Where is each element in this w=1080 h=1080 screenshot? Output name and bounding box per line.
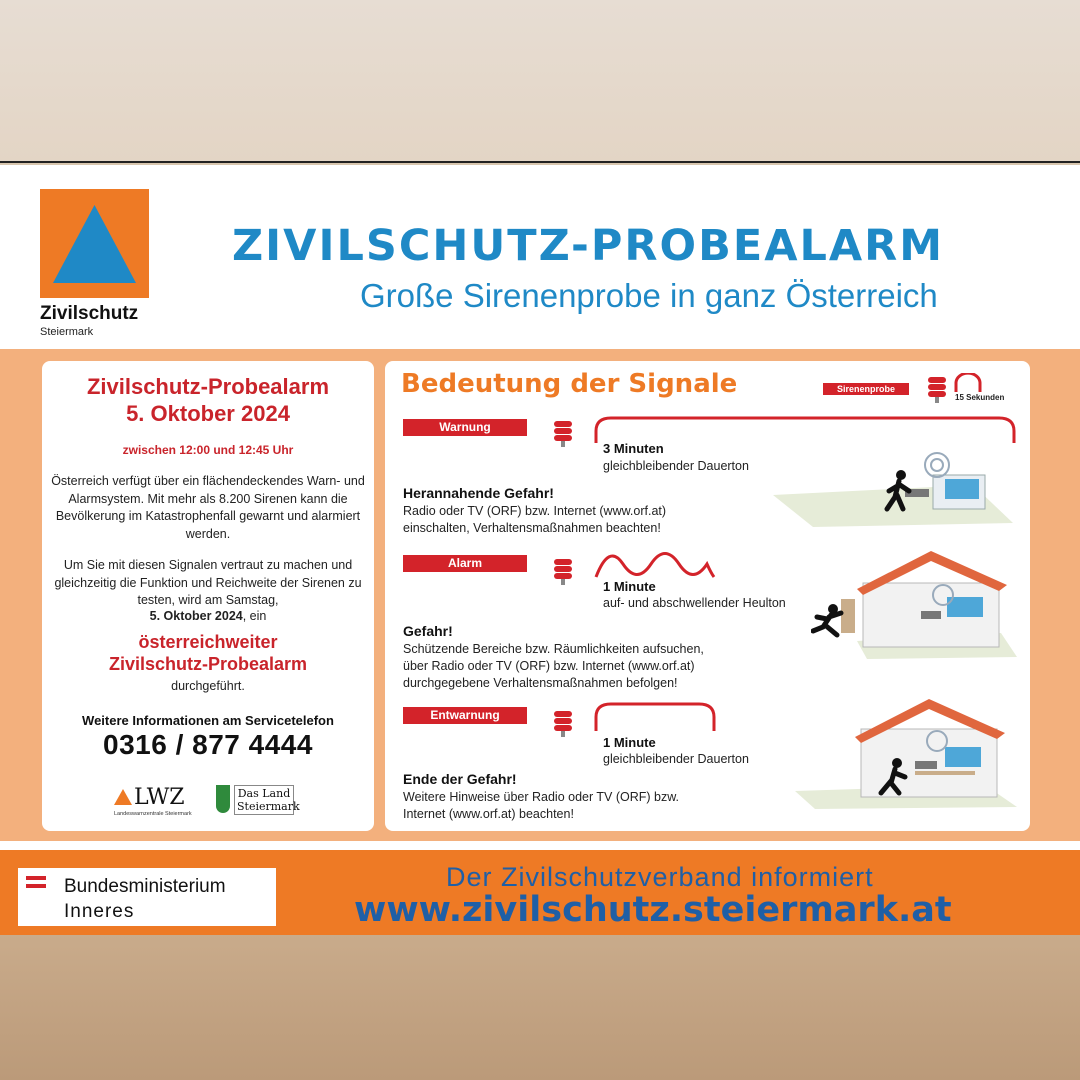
warnung-line2: einschalten, Verhaltensmaßnahmen beachten! xyxy=(403,521,661,535)
warnung-badge: Warnung xyxy=(403,419,527,436)
land-line2: Steiermark xyxy=(237,800,300,813)
alarm-date-line xyxy=(42,609,374,623)
sirenenprobe-badge: Sirenenprobe xyxy=(823,383,909,395)
land-steiermark-text xyxy=(234,785,300,815)
entwarnung-signal-icon xyxy=(593,701,717,733)
ministry-line2: Inneres xyxy=(64,901,135,922)
poster xyxy=(0,165,1080,935)
footer-inform: Der Zivilschutzverband informiert xyxy=(446,862,874,892)
ministry-logo xyxy=(18,868,276,926)
zivilschutz-logo xyxy=(40,189,149,298)
lwz-logo-text: LWZ xyxy=(134,785,185,810)
siren-icon xyxy=(925,375,949,405)
siren-icon xyxy=(551,557,575,587)
house-sheltered-person-illustration xyxy=(785,697,1019,809)
service-phone: 0316 / 877 4444 xyxy=(103,729,313,760)
highlight-line2: Zivilschutz-Probealarm xyxy=(108,654,308,674)
outdoor-person-illustration xyxy=(773,445,1015,527)
entwarnung-duration: 1 Minute xyxy=(603,735,656,750)
alarm-signal-icon xyxy=(593,547,717,581)
triangle-icon xyxy=(40,189,149,298)
warnung-tone: gleichbleibender Dauerton xyxy=(603,459,749,473)
highlight-line1: österreichweiter xyxy=(138,632,278,652)
lwz-logo-subtitle: Landeswarnzentrale Steiermark xyxy=(114,811,192,817)
alarm-time: zwischen 12:00 und 12:45 Uhr xyxy=(122,443,294,457)
warnung-duration: 3 Minuten xyxy=(603,441,664,456)
alarm-line2: über Radio oder TV (ORF) bzw. Internet (www.orf.at) xyxy=(403,659,695,673)
logo-name: Zivilschutz xyxy=(40,303,139,324)
austria-flag-icon xyxy=(26,876,46,888)
footer-url-link[interactable]: www.zivilschutz.steiermark.at xyxy=(354,890,952,930)
entwarnung-heading: Ende der Gefahr! xyxy=(403,771,517,787)
footer-bar xyxy=(0,850,1080,935)
entwarnung-line2: Internet (www.orf.at) beachten! xyxy=(403,807,574,821)
page-title: ZIVILSCHUTZ-PROBEALARM xyxy=(232,221,945,271)
siren-icon xyxy=(551,419,575,449)
info-paragraph-1: Österreich verfügt über ein flächendeckendes Warn- und Alarmsystem. Mit mehr als 8.200 Sirenen kann die Bevölkerung im Katastrophenfall gewarnt und alarmiert werden. xyxy=(51,474,365,541)
info-done: durchgeführt. xyxy=(171,679,245,693)
crest-icon xyxy=(216,785,230,813)
signals-card xyxy=(385,361,1030,831)
info-card xyxy=(42,361,374,831)
info-title-line1: Zivilschutz-Probealarm xyxy=(86,374,330,399)
siren-icon xyxy=(551,709,575,739)
signals-title: Bedeutung der Signale xyxy=(401,369,738,399)
ministry-line1: Bundesministerium xyxy=(64,876,226,897)
warnung-line1: Radio oder TV (ORF) bzw. Internet (www.orf.at) xyxy=(403,504,667,518)
info-title-line2: 5. Oktober 2024 xyxy=(126,401,290,426)
info-paragraph-2: Um Sie mit diesen Signalen vertraut zu machen und gleichzeitig die Funktion und Reichweite der Sirenen zu testen, wird am Samstag, xyxy=(54,558,362,607)
warnung-heading: Herannahende Gefahr! xyxy=(403,485,554,501)
highlight-text xyxy=(42,631,374,675)
alarm-date-suffix: , ein xyxy=(242,609,267,623)
info-card-title xyxy=(42,373,374,427)
page-subtitle: Große Sirenenprobe in ganz Österreich xyxy=(360,277,938,314)
alarm-date: 5. Oktober 2024 xyxy=(149,609,243,623)
logo-subtitle: Steiermark xyxy=(40,326,94,338)
alarm-tone: auf- und abschwellender Heulton xyxy=(603,596,786,610)
top-background-band xyxy=(0,0,1080,163)
entwarnung-tone: gleichbleibender Dauerton xyxy=(603,752,749,766)
alarm-badge: Alarm xyxy=(403,555,527,572)
land-line1: Das Land xyxy=(237,787,291,800)
entwarnung-badge: Entwarnung xyxy=(403,707,527,724)
probe-signal-icon xyxy=(953,373,983,393)
alarm-line1: Schützende Bereiche bzw. Räumlichkeiten aufsuchen, xyxy=(403,642,704,656)
service-info: Weitere Informationen am Servicetelefon xyxy=(82,713,334,728)
entwarnung-line1: Weitere Hinweise über Radio oder TV (ORF) bzw. xyxy=(403,790,680,804)
lwz-triangle-icon xyxy=(114,789,132,805)
alarm-heading: Gefahr! xyxy=(403,623,453,639)
house-running-person-illustration xyxy=(811,549,1021,659)
alarm-duration: 1 Minute xyxy=(603,579,656,594)
probe-duration: 15 Sekunden xyxy=(955,393,1005,402)
alarm-line3: durchgegebene Verhaltensmaßnahmen befolgen! xyxy=(403,676,678,690)
bottom-background-band xyxy=(0,935,1080,1080)
